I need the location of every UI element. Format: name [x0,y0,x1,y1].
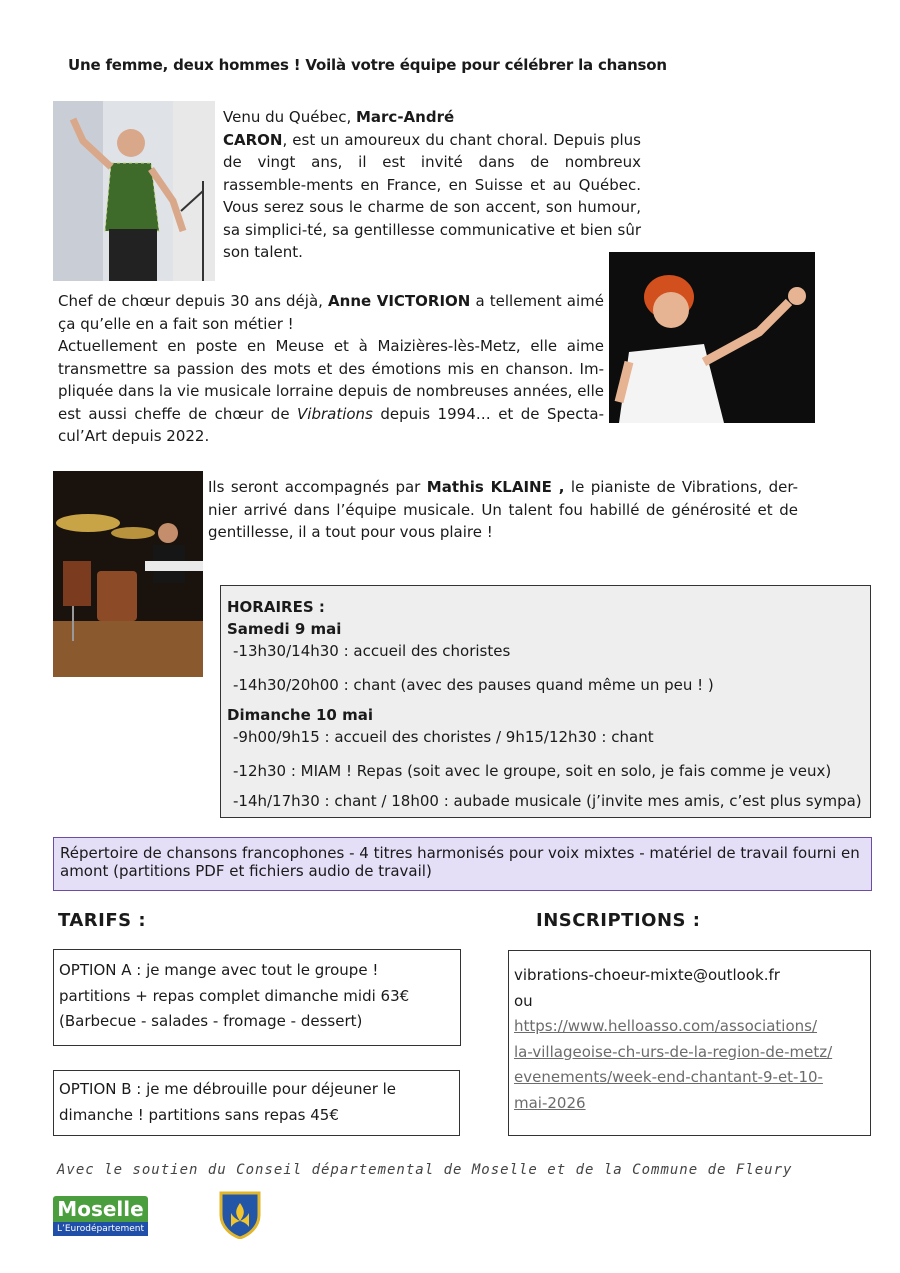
schedule-item: -14h/17h30 : chant / 18h00 : aubade musicale (j’invite mes amis, c’est plus sympa) [233,792,862,810]
repertoire-banner: Répertoire de chansons francophones - 4 titres harmonisés pour voix mixtes - matériel de travail fourni en amont (partitions PDF et fichiers audio de travail) [53,837,872,891]
schedule-item: -12h30 : MIAM ! Repas (soit avec le groupe, soit en solo, je fais comme je veux) [233,762,832,780]
page-headline: Une femme, deux hommes ! Voilà votre équipe pour célébrer la chanson [68,56,667,74]
schedule-item: -13h30/14h30 : accueil des choristes [233,642,511,660]
email-address[interactable]: vibrations-choeur-mixte@outlook.fr [514,966,780,984]
name-anne-victorion: Anne VICTORION [328,292,471,310]
tarifs-title: TARIFS : [58,910,147,931]
bio-marc-andre: Venu du Québec, Marc-André CARON, est un amoureux du chant choral. Depuis plus de vingt ans, il est invité dans de nombreux rassemble-ments en France, en Suisse et au Québec. Vous serez sous le charme de son accent, son humour, sa simplici-té, sa gentillesse communicative et bien sûr son talent. [223,108,641,261]
horaires-title: HORAIRES : [227,598,325,616]
inscriptions-title: INSCRIPTIONS : [536,910,701,931]
day-saturday: Samedi 9 mai [227,620,342,638]
option-b-box: OPTION B : je me débrouille pour déjeuner le dimanche ! partitions sans repas 45€ [53,1070,460,1136]
ensemble-vibrations: Vibrations [297,404,373,423]
option-a-box: OPTION A : je mange avec tout le groupe ! partitions + repas complet dimanche midi 63€ (Barbecue - salades - fromage - dessert) [53,949,461,1046]
surname-caron: CARON [223,130,283,149]
support-text: Avec le soutien du Conseil départemental de Moselle et de la Commune de Fleury [57,1162,793,1178]
photo-anne-victorion [609,252,815,423]
bio-mathis-klaine: Ils seront accompagnés par Mathis KLAINE , le pianiste de Vibrations, der-nier arrivé dans l’équipe musicale. Un talent fou habillé de générosité et de gentillesse, il a tout pour vous plaire ! [208,478,798,541]
schedule-item: -14h30/20h00 : chant (avec des pauses quand même un peu ! ) [233,676,714,694]
bio-anne-victorion: Chef de chœur depuis 30 ans déjà, Anne VICTORION a tellement aimé ça qu’elle en a fait son métier ! Actuellement en poste en Meuse et à Maizières-lès-Metz, elle aime transmettre sa passion des mots et des émotions mis en chanson. Im-pliquée dans la vie musicale lorraine depuis de nombreuses années, elle est aussi cheffe de chœur de Vibrations depuis 1994… et de Specta-cul’Art depuis 2022. [58,292,604,445]
schedule-item: -9h00/9h15 : accueil des choristes / 9h15/12h30 : chant [233,728,654,746]
horaires-box [220,585,871,818]
photo-mathis-klaine [53,471,203,677]
inscriptions-box: vibrations-choeur-mixte@outlook.fr ou https://www.helloasso.com/associations/ la-villageoise-ch-urs-de-la-region-de-metz/ evenements/week-end-chantant-9-et-10- mai-2026 [508,950,871,1136]
moselle-logo: Moselle L’Eurodépartement [53,1196,148,1238]
day-sunday: Dimanche 10 mai [227,706,373,724]
fleury-coat-of-arms-icon [219,1191,261,1239]
name-marc-andre: Marc-André [355,108,455,126]
photo-marc-andre [53,101,215,281]
registration-link[interactable]: https://www.helloasso.com/associations/ la-villageoise-ch-urs-de-la-region-de-metz/ evenements/week-end-chantant-9-et-10- mai-2026 [514,1017,833,1112]
name-mathis-klaine: Mathis KLAINE , [426,478,565,496]
